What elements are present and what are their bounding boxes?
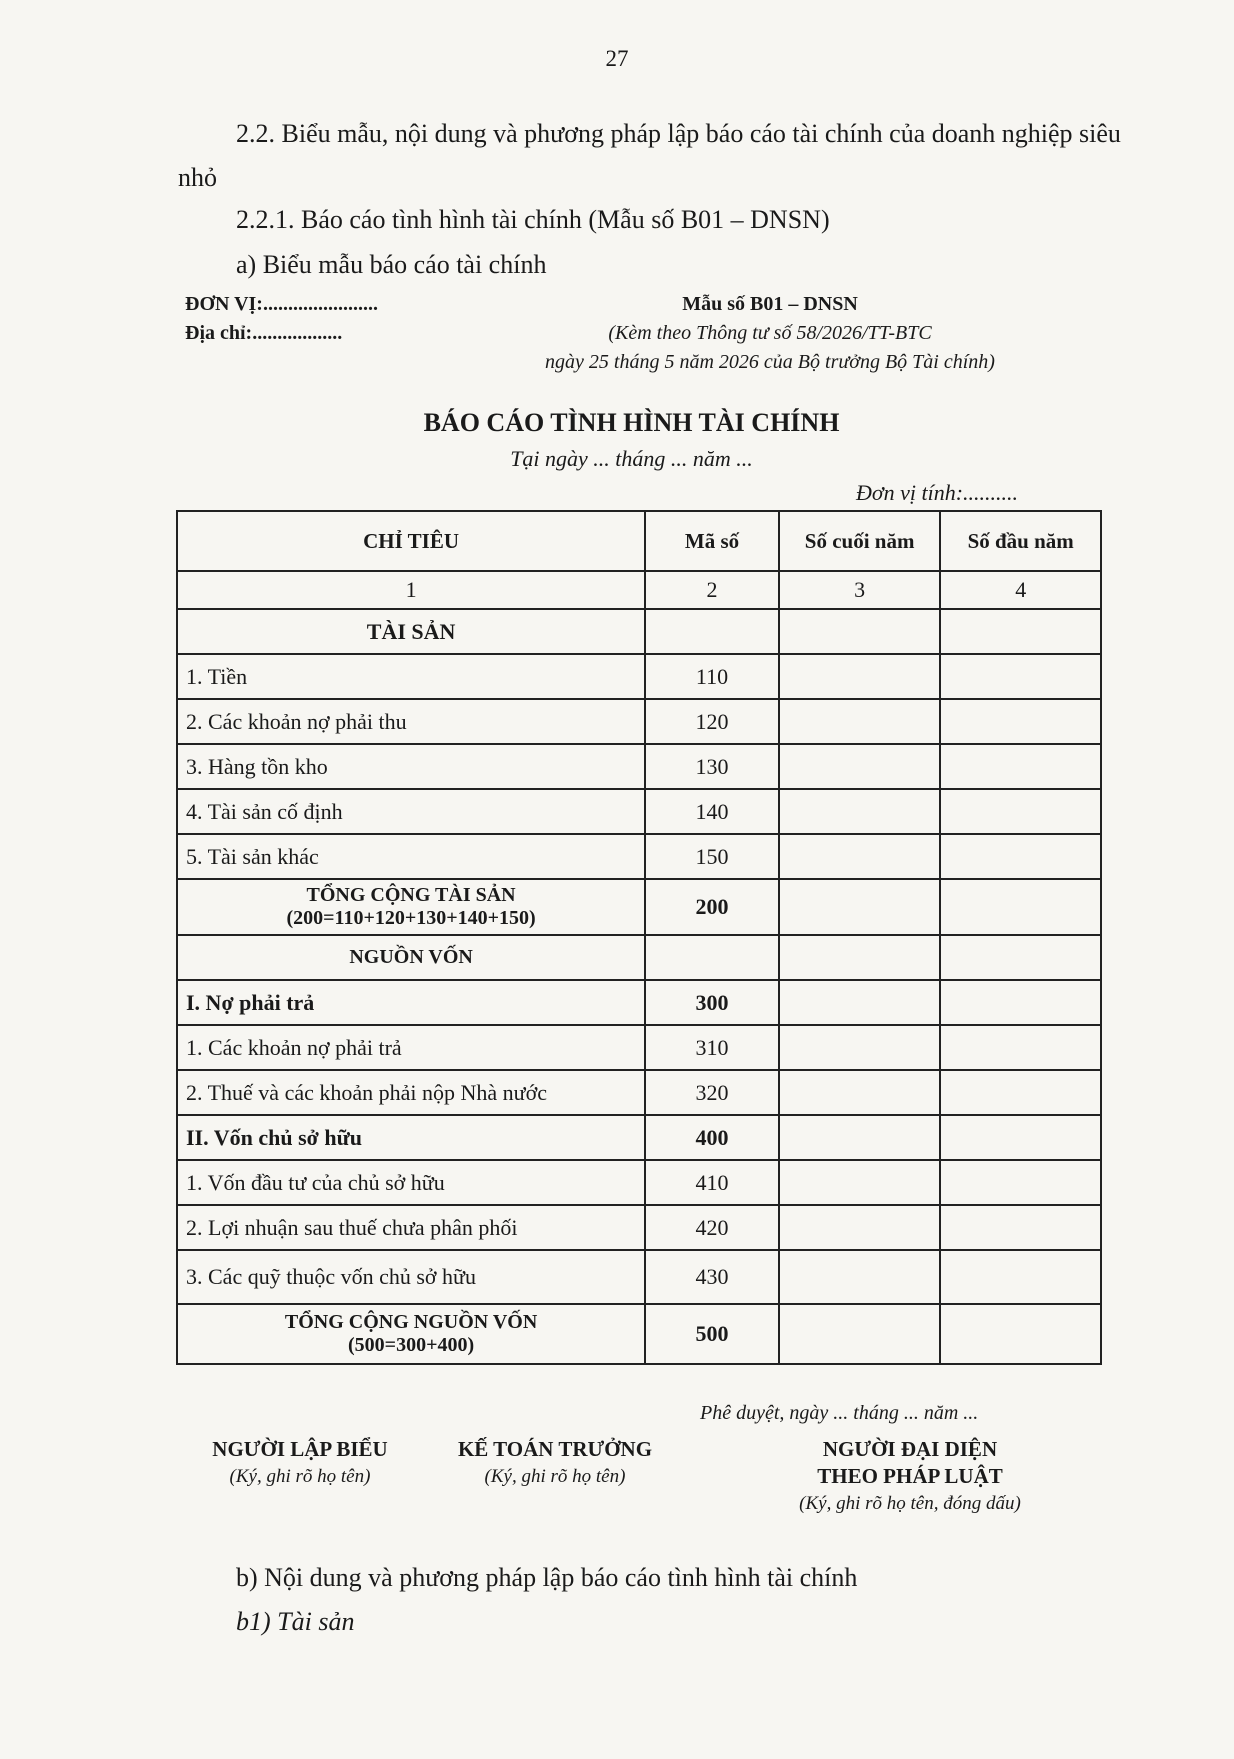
form-code: Mẫu số B01 – DNSN bbox=[682, 293, 858, 315]
value-cell bbox=[779, 980, 941, 1025]
signature-title: NGƯỜI LẬP BIỂU bbox=[212, 1437, 388, 1461]
currency-unit: Đơn vị tính:.......... bbox=[856, 480, 1019, 505]
value-cell bbox=[779, 1250, 941, 1304]
liabilities-row bbox=[177, 980, 1101, 1025]
value-cell bbox=[779, 879, 941, 935]
total-assets-label bbox=[177, 879, 645, 935]
total-assets-row bbox=[177, 879, 1101, 935]
row-code: 410 bbox=[645, 1160, 779, 1205]
value-cell bbox=[940, 1025, 1101, 1070]
table-row bbox=[177, 744, 1101, 789]
table-header-row bbox=[177, 511, 1101, 571]
value-cell bbox=[779, 1115, 941, 1160]
unit-info bbox=[185, 290, 378, 348]
table-row bbox=[177, 1025, 1101, 1070]
total-capital-row bbox=[177, 1304, 1101, 1364]
total-capital-formula: (500=300+400) bbox=[348, 1334, 475, 1356]
row-label: 4. Tài sản cố định bbox=[177, 789, 645, 834]
signature-title: KẾ TOÁN TRƯỞNG bbox=[457, 1437, 653, 1461]
value-cell bbox=[779, 1205, 941, 1250]
signature-title: NGƯỜI ĐẠI DIỆN bbox=[822, 1437, 998, 1461]
col-number: 1 bbox=[177, 571, 645, 609]
value-cell bbox=[940, 744, 1101, 789]
table-row bbox=[177, 699, 1101, 744]
value-cell bbox=[940, 1304, 1101, 1364]
table-row bbox=[177, 1070, 1101, 1115]
subsection-heading-b1: b1) Tài sản bbox=[236, 1607, 355, 1636]
row-label: 3. Hàng tồn kho bbox=[177, 744, 645, 789]
row-code: 310 bbox=[645, 1025, 779, 1070]
value-cell bbox=[779, 744, 941, 789]
header-code: Mã số bbox=[645, 511, 779, 571]
total-assets-formula: (200=110+120+130+140+150) bbox=[286, 907, 536, 929]
signature-legal-representative bbox=[740, 1436, 1080, 1517]
header-end-year: Số cuối năm bbox=[779, 511, 941, 571]
row-code: 150 bbox=[645, 834, 779, 879]
row-label: 1. Các khoản nợ phải trả bbox=[177, 1025, 645, 1070]
subsection-heading-a: a) Biểu mẫu báo cáo tài chính bbox=[236, 250, 547, 279]
total-capital-title: TỔNG CỘNG NGUỒN VỐN bbox=[284, 1311, 538, 1333]
financial-position-table bbox=[176, 510, 1102, 1365]
total-assets-title: TỔNG CỘNG TÀI SẢN bbox=[306, 884, 516, 906]
form-info bbox=[470, 290, 1070, 377]
row-code: 110 bbox=[645, 654, 779, 699]
row-code: 130 bbox=[645, 744, 779, 789]
row-code: 140 bbox=[645, 789, 779, 834]
capital-label: NGUỒN VỐN bbox=[177, 935, 645, 980]
total-capital-code: 500 bbox=[645, 1304, 779, 1364]
value-cell bbox=[940, 1205, 1101, 1250]
value-cell bbox=[940, 1115, 1101, 1160]
value-cell bbox=[940, 1250, 1101, 1304]
report-title: BÁO CÁO TÌNH HÌNH TÀI CHÍNH bbox=[423, 408, 840, 437]
value-cell bbox=[940, 789, 1101, 834]
col-number: 3 bbox=[779, 571, 941, 609]
section-row-capital bbox=[177, 935, 1101, 980]
value-cell bbox=[779, 789, 941, 834]
value-cell bbox=[779, 834, 941, 879]
row-label: 5. Tài sản khác bbox=[177, 834, 645, 879]
empty-cell bbox=[645, 609, 779, 654]
form-note-1: (Kèm theo Thông tư số 58/2026/TT-BTC bbox=[608, 322, 932, 344]
row-label: 2. Thuế và các khoản phải nộp Nhà nước bbox=[177, 1070, 645, 1115]
equity-row bbox=[177, 1115, 1101, 1160]
header-begin-year: Số đầu năm bbox=[940, 511, 1101, 571]
value-cell bbox=[940, 699, 1101, 744]
row-code: 120 bbox=[645, 699, 779, 744]
page-number: 27 bbox=[605, 46, 629, 71]
col-number: 2 bbox=[645, 571, 779, 609]
table-row bbox=[177, 834, 1101, 879]
total-capital-label bbox=[177, 1304, 645, 1364]
unit-line: ĐƠN VỊ:....................... bbox=[185, 293, 378, 315]
value-cell bbox=[940, 879, 1101, 935]
subsection-heading-b: b) Nội dung và phương pháp lập báo cáo tình hình tài chính bbox=[236, 1563, 858, 1592]
row-code: 420 bbox=[645, 1205, 779, 1250]
address-line: Địa chỉ:.................. bbox=[185, 322, 343, 344]
value-cell bbox=[779, 654, 941, 699]
value-cell bbox=[779, 1025, 941, 1070]
row-label: 2. Các khoản nợ phải thu bbox=[177, 699, 645, 744]
row-label: 1. Tiền bbox=[177, 654, 645, 699]
row-label: 3. Các quỹ thuộc vốn chủ sở hữu bbox=[177, 1250, 645, 1304]
empty-cell bbox=[645, 935, 779, 980]
table-row bbox=[177, 1205, 1101, 1250]
header-indicator: CHỈ TIÊU bbox=[177, 511, 645, 571]
value-cell bbox=[779, 1160, 941, 1205]
value-cell bbox=[940, 654, 1101, 699]
signature-note: (Ký, ghi rõ họ tên) bbox=[229, 1466, 371, 1487]
table-row bbox=[177, 654, 1101, 699]
liabilities-code: 300 bbox=[645, 980, 779, 1025]
report-date: Tại ngày ... tháng ... năm ... bbox=[510, 446, 753, 471]
value-cell bbox=[779, 1070, 941, 1115]
form-note-2: ngày 25 tháng 5 năm 2026 của Bộ trưởng Bộ Tài chính) bbox=[545, 351, 995, 373]
value-cell bbox=[940, 834, 1101, 879]
equity-label: II. Vốn chủ sở hữu bbox=[177, 1115, 645, 1160]
col-number: 4 bbox=[940, 571, 1101, 609]
section-heading-2-2: 2.2. Biểu mẫu, nội dung và phương pháp lập báo cáo tài chính của doanh nghiệp siêu nhỏ bbox=[178, 119, 1121, 192]
signature-preparer bbox=[180, 1436, 420, 1490]
value-cell bbox=[779, 699, 941, 744]
total-assets-code: 200 bbox=[645, 879, 779, 935]
column-number-row bbox=[177, 571, 1101, 609]
approval-date: Phê duyệt, ngày ... tháng ... năm ... bbox=[700, 1402, 979, 1424]
table-row bbox=[177, 789, 1101, 834]
empty-cell bbox=[940, 935, 1101, 980]
row-code: 430 bbox=[645, 1250, 779, 1304]
value-cell bbox=[940, 1160, 1101, 1205]
value-cell bbox=[779, 1304, 941, 1364]
table-row bbox=[177, 1160, 1101, 1205]
signature-note: (Ký, ghi rõ họ tên, đóng dấu) bbox=[799, 1493, 1021, 1514]
table-row bbox=[177, 1250, 1101, 1304]
assets-label: TÀI SẢN bbox=[177, 609, 645, 654]
equity-code: 400 bbox=[645, 1115, 779, 1160]
row-code: 320 bbox=[645, 1070, 779, 1115]
empty-cell bbox=[940, 609, 1101, 654]
liabilities-label: I. Nợ phải trả bbox=[177, 980, 645, 1025]
value-cell bbox=[940, 980, 1101, 1025]
signature-title-line-2: THEO PHÁP LUẬT bbox=[817, 1464, 1003, 1488]
section-heading-2-2-1: 2.2.1. Báo cáo tình hình tài chính (Mẫu số B01 – DNSN) bbox=[236, 205, 830, 234]
section-row-assets bbox=[177, 609, 1101, 654]
row-label: 1. Vốn đầu tư của chủ sở hữu bbox=[177, 1160, 645, 1205]
empty-cell bbox=[779, 935, 941, 980]
row-label: 2. Lợi nhuận sau thuế chưa phân phối bbox=[177, 1205, 645, 1250]
empty-cell bbox=[779, 609, 941, 654]
signature-note: (Ký, ghi rõ họ tên) bbox=[484, 1466, 626, 1487]
signature-chief-accountant bbox=[430, 1436, 680, 1490]
value-cell bbox=[940, 1070, 1101, 1115]
